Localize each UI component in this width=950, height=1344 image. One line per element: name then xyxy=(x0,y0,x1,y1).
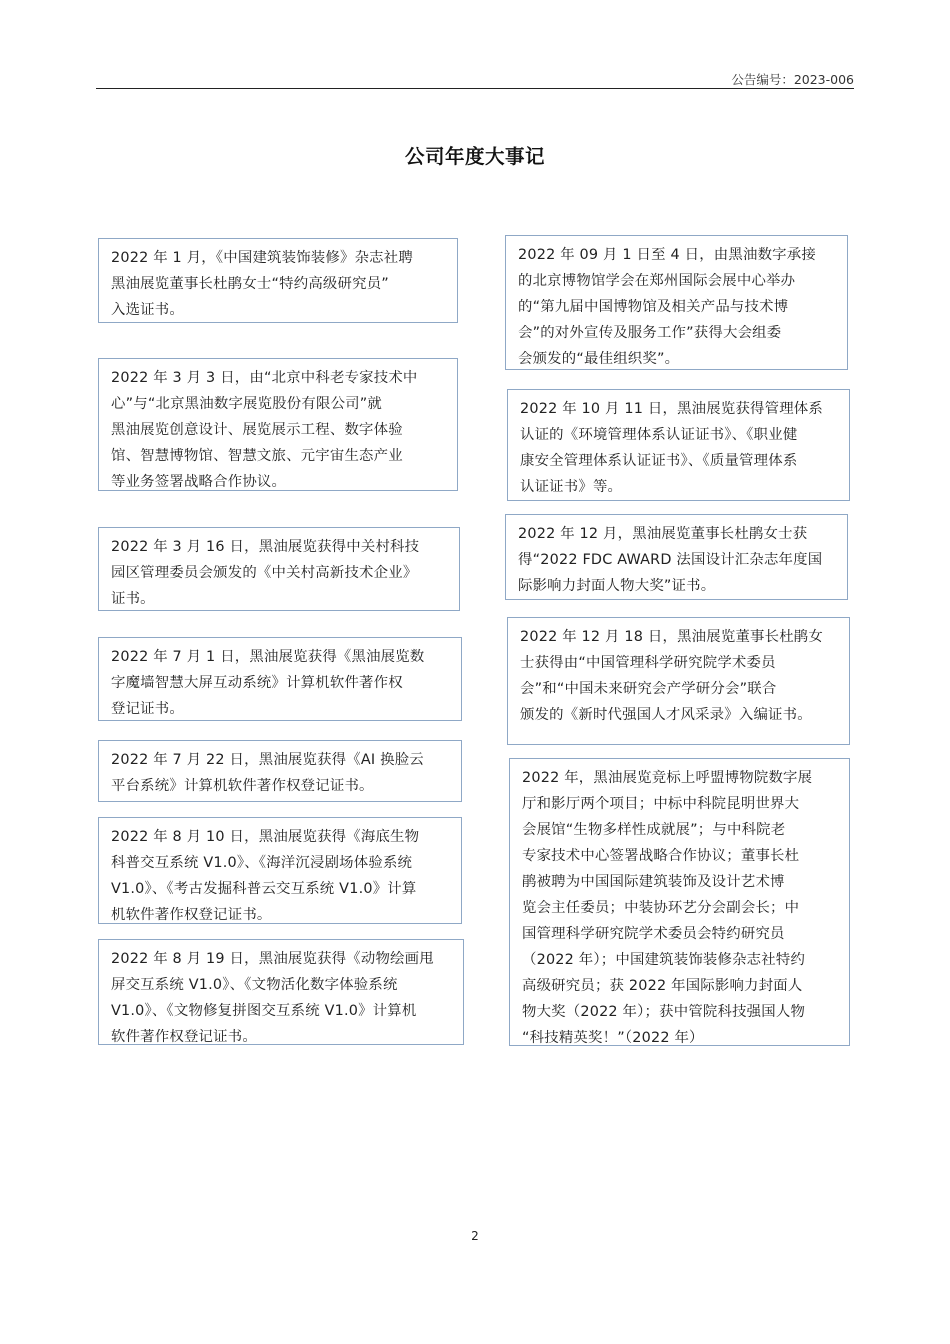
event-box-2022-12: 2022 年 12 月，黑油展览董事长杜鹃女士获 得“2022 FDC AWARD 法国设计汇杂志年度国 际影响力封面人物大奖”证书。 xyxy=(505,514,848,600)
event-box-2022-03-16: 2022 年 3 月 16 日，黑油展览获得中关村科技 园区管理委员会颁发的《中关村高新技术企业》 证书。 xyxy=(98,527,460,611)
event-box-2022-10-11: 2022 年 10 月 11 日，黑油展览获得管理体系 认证的《环境管理体系认证证书》、《职业健 康安全管理体系认证证书》、《质量管理体系 认证证书》等。 xyxy=(507,389,850,501)
event-box-2022-12-18: 2022 年 12 月 18 日，黑油展览董事长杜鹃女 士获得由“中国管理科学研究院学术委员 会”和“中国未来研究会产学研分会”联合 颁发的《新时代强国人才风采录》入编证书。 xyxy=(507,617,850,745)
event-box-2022-07-01: 2022 年 7 月 1 日，黑油展览获得《黑油展览数 字魔墙智慧大屏互动系统》计算机软件著作权 登记证书。 xyxy=(98,637,462,721)
event-box-2022-08-19: 2022 年 8 月 19 日，黑油展览获得《动物绘画甩 屏交互系统 V1.0》、《文物活化数字体验系统 V1.0》、《文物修复拼图交互系统 V1.0》计算机 软件著作权登记证书。 xyxy=(98,939,464,1045)
event-box-2022-01: 2022 年 1 月，《中国建筑装饰装修》杂志社聘 黑油展览董事长杜鹃女士“特约高级研究员” 入选证书。 xyxy=(98,238,458,323)
announcement-code: 公告编号：2023-006 xyxy=(731,72,854,87)
event-box-2022-03-03: 2022 年 3 月 3 日，由“北京中科老专家技术中 心”与“北京黑油数字展览股份有限公司”就 黑油展览创意设计、展览展示工程、数字体验 馆、智慧博物馆、智慧文旅、元宇宙生态产业 等业务签署战略合作协议。 xyxy=(98,358,458,491)
page-number: 2 xyxy=(471,1229,479,1243)
event-box-2022-summary: 2022 年，黑油展览竞标上呼盟博物院数字展 厅和影厅两个项目；中标中科院昆明世界大 会展馆“生物多样性成就展”；与中科院老 专家技术中心签署战略合作协议；董事长杜 鹃被聘为中国国际建筑装饰及设计艺术博 览会主任委员；中装协环艺分会副会长；中 国管理科学研究院学术委员会特约研究员 （2022 年）；中国建筑装饰装修杂志社特约 高级研究员；获 2022 年国际影响力封面人 物大奖（2022 年）；获中管院科技强国人物 “科技精英奖！”（2022 年） xyxy=(509,758,850,1046)
page-title: 公司年度大事记 xyxy=(404,145,545,168)
event-box-2022-09: 2022 年 09 月 1 日至 4 日，由黑油数字承接 的北京博物馆学会在郑州国际会展中心举办 的“第九届中国博物馆及相关产品与技术博 会”的对外宣传及服务工作”获得大会组委 会颁发的“最佳组织奖”。 xyxy=(505,235,848,370)
header-divider xyxy=(96,88,854,89)
event-box-2022-08-10: 2022 年 8 月 10 日，黑油展览获得《海底生物 科普交互系统 V1.0》、《海洋沉浸剧场体验系统 V1.0》、《考古发掘科普云交互系统 V1.0》计算 机软件著作权登记证书。 xyxy=(98,817,462,924)
event-box-2022-07-22: 2022 年 7 月 22 日，黑油展览获得《AI 换脸云 平台系统》计算机软件著作权登记证书。 xyxy=(98,740,462,802)
